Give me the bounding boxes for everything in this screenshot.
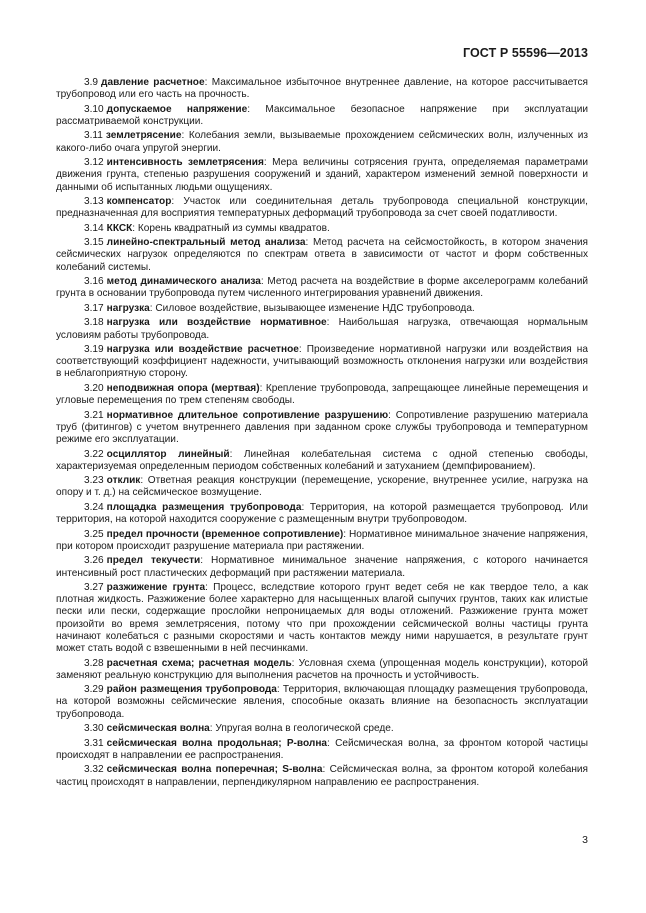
definition-text: : Максимальное безопасное напряжение при эксплуатации рассматриваемой конструкции. (56, 103, 588, 127)
definition-item (56, 196, 588, 220)
definition-item (56, 502, 588, 526)
definition-term: давление расчетное (101, 77, 205, 88)
definition-item (56, 223, 588, 235)
definition-text: : Условная схема (упрощенная модель конструкции), которой заменяют реальную конструкцию для выполнения расчетов на прочность и устойчивость. (56, 657, 588, 681)
definition-number: 3.17 (84, 302, 104, 314)
definition-item (56, 555, 588, 579)
definition-item (56, 157, 588, 194)
definition-item (56, 317, 588, 341)
definition-term: ККСК (106, 222, 133, 234)
definition-number: 3.29 (84, 684, 104, 696)
definition-number: 3.18 (84, 317, 104, 329)
definition-text: : Территория, на которой размещается трубопровод. Или территория, на которой находится сооружение с размещенным внутри трубопроводом. (56, 501, 588, 526)
definition-term: неподвижная опора (мертвая) (106, 382, 260, 394)
definition-number: 3.27 (84, 582, 104, 594)
definition-number: 3.24 (84, 501, 104, 513)
definition-text: : Метод расчета на сейсмостойкость, в котором значения сейсмических нагрузок определяются по спектрам ответа в зависимости от частот и форм собственных колебаний системы. (56, 237, 588, 273)
definition-text: : Наибольшая нагрузка, отвечающая нормальным условиям работы трубопровода. (56, 317, 589, 341)
definition-term: нагрузка или воздействие расчетное (106, 344, 299, 356)
definition-text: : Произведение нормативной нагрузки или воздействия на соответствующий коэффициент надежности, учитывающий возможность отклонения нагрузки или воздействия в неблагоприятную сторону. (56, 344, 588, 380)
definitions-list (56, 77, 588, 791)
definition-number: 3.22 (84, 448, 104, 460)
definition-number: 3.11 (84, 130, 103, 142)
definition-number: 3.20 (84, 382, 104, 394)
definition-text: : Метод расчета на воздействие в форме акселерограмм колебаний грунта в основании трубопровода путем численного интегрирования уравнений движения. (56, 276, 588, 300)
definition-text: : Ответная реакция конструкции (перемещение, ускорение, внутреннее усилие, нагрузка на опору и т. д.) на сейсмическое возмущение. (56, 475, 588, 499)
definition-text: : Корень квадратный из суммы квадратов. (132, 222, 330, 234)
definition-text: : Упругая волна в геологической среде. (209, 723, 394, 735)
definition-item (56, 764, 588, 788)
definition-term: линейно-спектральный метод анализа (106, 237, 306, 249)
definition-term: нагрузка или воздействие нормативное (106, 317, 327, 329)
definition-term: сейсмическая волна продольная; P-волна (106, 737, 328, 749)
definition-term: расчетная схема; расчетная модель (106, 657, 292, 669)
definition-text: : Мера величины сотрясения грунта, определяемая параметрами движения грунта, степенью разрушения сооружений и зданий, характером изменений земной поверхности и данными об испытанных людьми ощущениях. (56, 157, 588, 193)
definition-term: компенсатор (106, 196, 172, 208)
definition-number: 3.16 (84, 276, 104, 288)
definition-item (56, 77, 588, 101)
definition-text: : Нормативное минимальное значение напряжения, при котором происходит разрушение материала при растяжении. (56, 528, 588, 552)
definition-term: осциллятор линейный (106, 448, 230, 460)
definition-text: : Колебания земли, вызываемые прохождением сейсмических волн, излученных из какого-либо очага упругой энергии. (56, 130, 588, 154)
definition-number: 3.10 (84, 103, 104, 115)
definition-number: 3.9 (84, 77, 99, 88)
definition-item (56, 276, 588, 300)
definition-term: предел прочности (временное сопротивление) (106, 528, 344, 540)
definition-item (56, 410, 588, 447)
definition-term: метод динамического анализа (106, 276, 261, 288)
definition-text: : Процесс, вследствие которого грунт ведет себя не как твердое тело, а как плотная жидкость. Разжижение более характерно для насыщенных влагой сыпучих грунтов, таких как илистые пески или пески, содержащие прослойки непроницаемых для воды отложений. Разжижение грунта может произойти во время землетрясения, потому что при прохождении сейсмической волны частицы грунта начинают колебаться с разными скоростями и часть контактов между ними нарушается, в результате грунт может стать водой с взвешенными в ней песчинками. (56, 582, 588, 655)
definition-term: землетрясение (105, 130, 182, 142)
definition-term: интенсивность землетрясения (106, 157, 264, 169)
definition-term: отклик (106, 475, 141, 487)
definition-number: 3.23 (84, 475, 104, 487)
definition-item (56, 738, 588, 762)
definition-term: сейсмическая волна (106, 723, 210, 735)
definition-text: : Участок или соединительная деталь трубопровода специальной конструкции, предназначенная для восприятия температурных деформаций трубопровода за счет своей податливости. (56, 196, 588, 220)
definition-text: : Территория, включающая площадку размещения трубопровода, на которой возможны сейсмические явления, способные оказать влияние на безопасность эксплуатации трубопровода. (56, 684, 588, 720)
definition-item (56, 684, 588, 721)
definition-item (56, 104, 588, 128)
definition-number: 3.13 (84, 196, 104, 208)
definition-number: 3.19 (84, 344, 104, 356)
definition-number: 3.28 (84, 657, 104, 669)
definition-number: 3.30 (84, 723, 104, 735)
definition-term: площадка размещения трубопровода (106, 501, 302, 513)
definition-number: 3.25 (84, 528, 104, 540)
definition-number: 3.26 (84, 555, 104, 567)
definition-term: район размещения трубопровода (106, 684, 277, 696)
definition-item (56, 237, 588, 274)
definition-item (56, 582, 588, 655)
definition-term: сейсмическая волна поперечная; S-волна (106, 764, 323, 776)
definition-term: предел текучести (106, 555, 201, 567)
definition-text: : Линейная колебательная система с одной степенью свободы, характеризуемая определенным периодом собственных колебаний и затуханием (демпфированием). (56, 448, 588, 472)
definition-item (56, 303, 588, 315)
page-number: 3 (582, 834, 588, 846)
definition-text: : Максимальное избыточное внутреннее давление, на которое рассчитывается трубопровод или его часть на прочность. (56, 77, 589, 101)
definition-item (56, 475, 588, 499)
definition-term: нагрузка (106, 302, 150, 314)
definition-text: : Сейсмическая волна, за фронтом которой колебания частиц происходят в направлении, перпендикулярном направлению ее распространения. (56, 764, 588, 788)
definition-text: : Сейсмическая волна, за фронтом которой частицы происходят в направлении ее распространения. (56, 737, 588, 761)
definition-item (56, 383, 588, 407)
definition-number: 3.21 (84, 409, 104, 421)
definition-item (56, 449, 588, 473)
definition-item (56, 529, 588, 553)
standard-header: ГОСТ Р 55596—2013 (462, 46, 588, 60)
definition-term: допускаемое напряжение (106, 103, 248, 115)
definition-number: 3.31 (84, 737, 104, 749)
definition-item (56, 130, 588, 154)
definition-number: 3.12 (84, 157, 104, 169)
definition-number: 3.14 (84, 222, 104, 234)
definition-text: : Нормативное минимальное значение напряжения, с которого начинается интенсивный рост пластических деформаций при растяжении материала. (56, 555, 588, 579)
definition-term: нормативное длительное сопротивление разрушению (106, 409, 389, 421)
definition-text: : Сопротивление разрушению материала труб (фитингов) с учетом внутреннего давления при заданном сроке службы трубопровода и температурном режиме его эксплуатации. (56, 409, 588, 446)
definition-number: 3.15 (84, 237, 104, 249)
definition-item (56, 344, 588, 381)
definition-text: : Крепление трубопровода, запрещающее линейные перемещения и угловые перемещения по трем степеням свободы. (56, 382, 588, 407)
definition-term: разжижение грунта (106, 582, 206, 594)
definition-number: 3.32 (84, 764, 104, 776)
definition-item (56, 723, 588, 735)
definition-item (56, 658, 588, 682)
definition-text: : Силовое воздействие, вызывающее изменение НДС трубопровода. (149, 302, 475, 314)
